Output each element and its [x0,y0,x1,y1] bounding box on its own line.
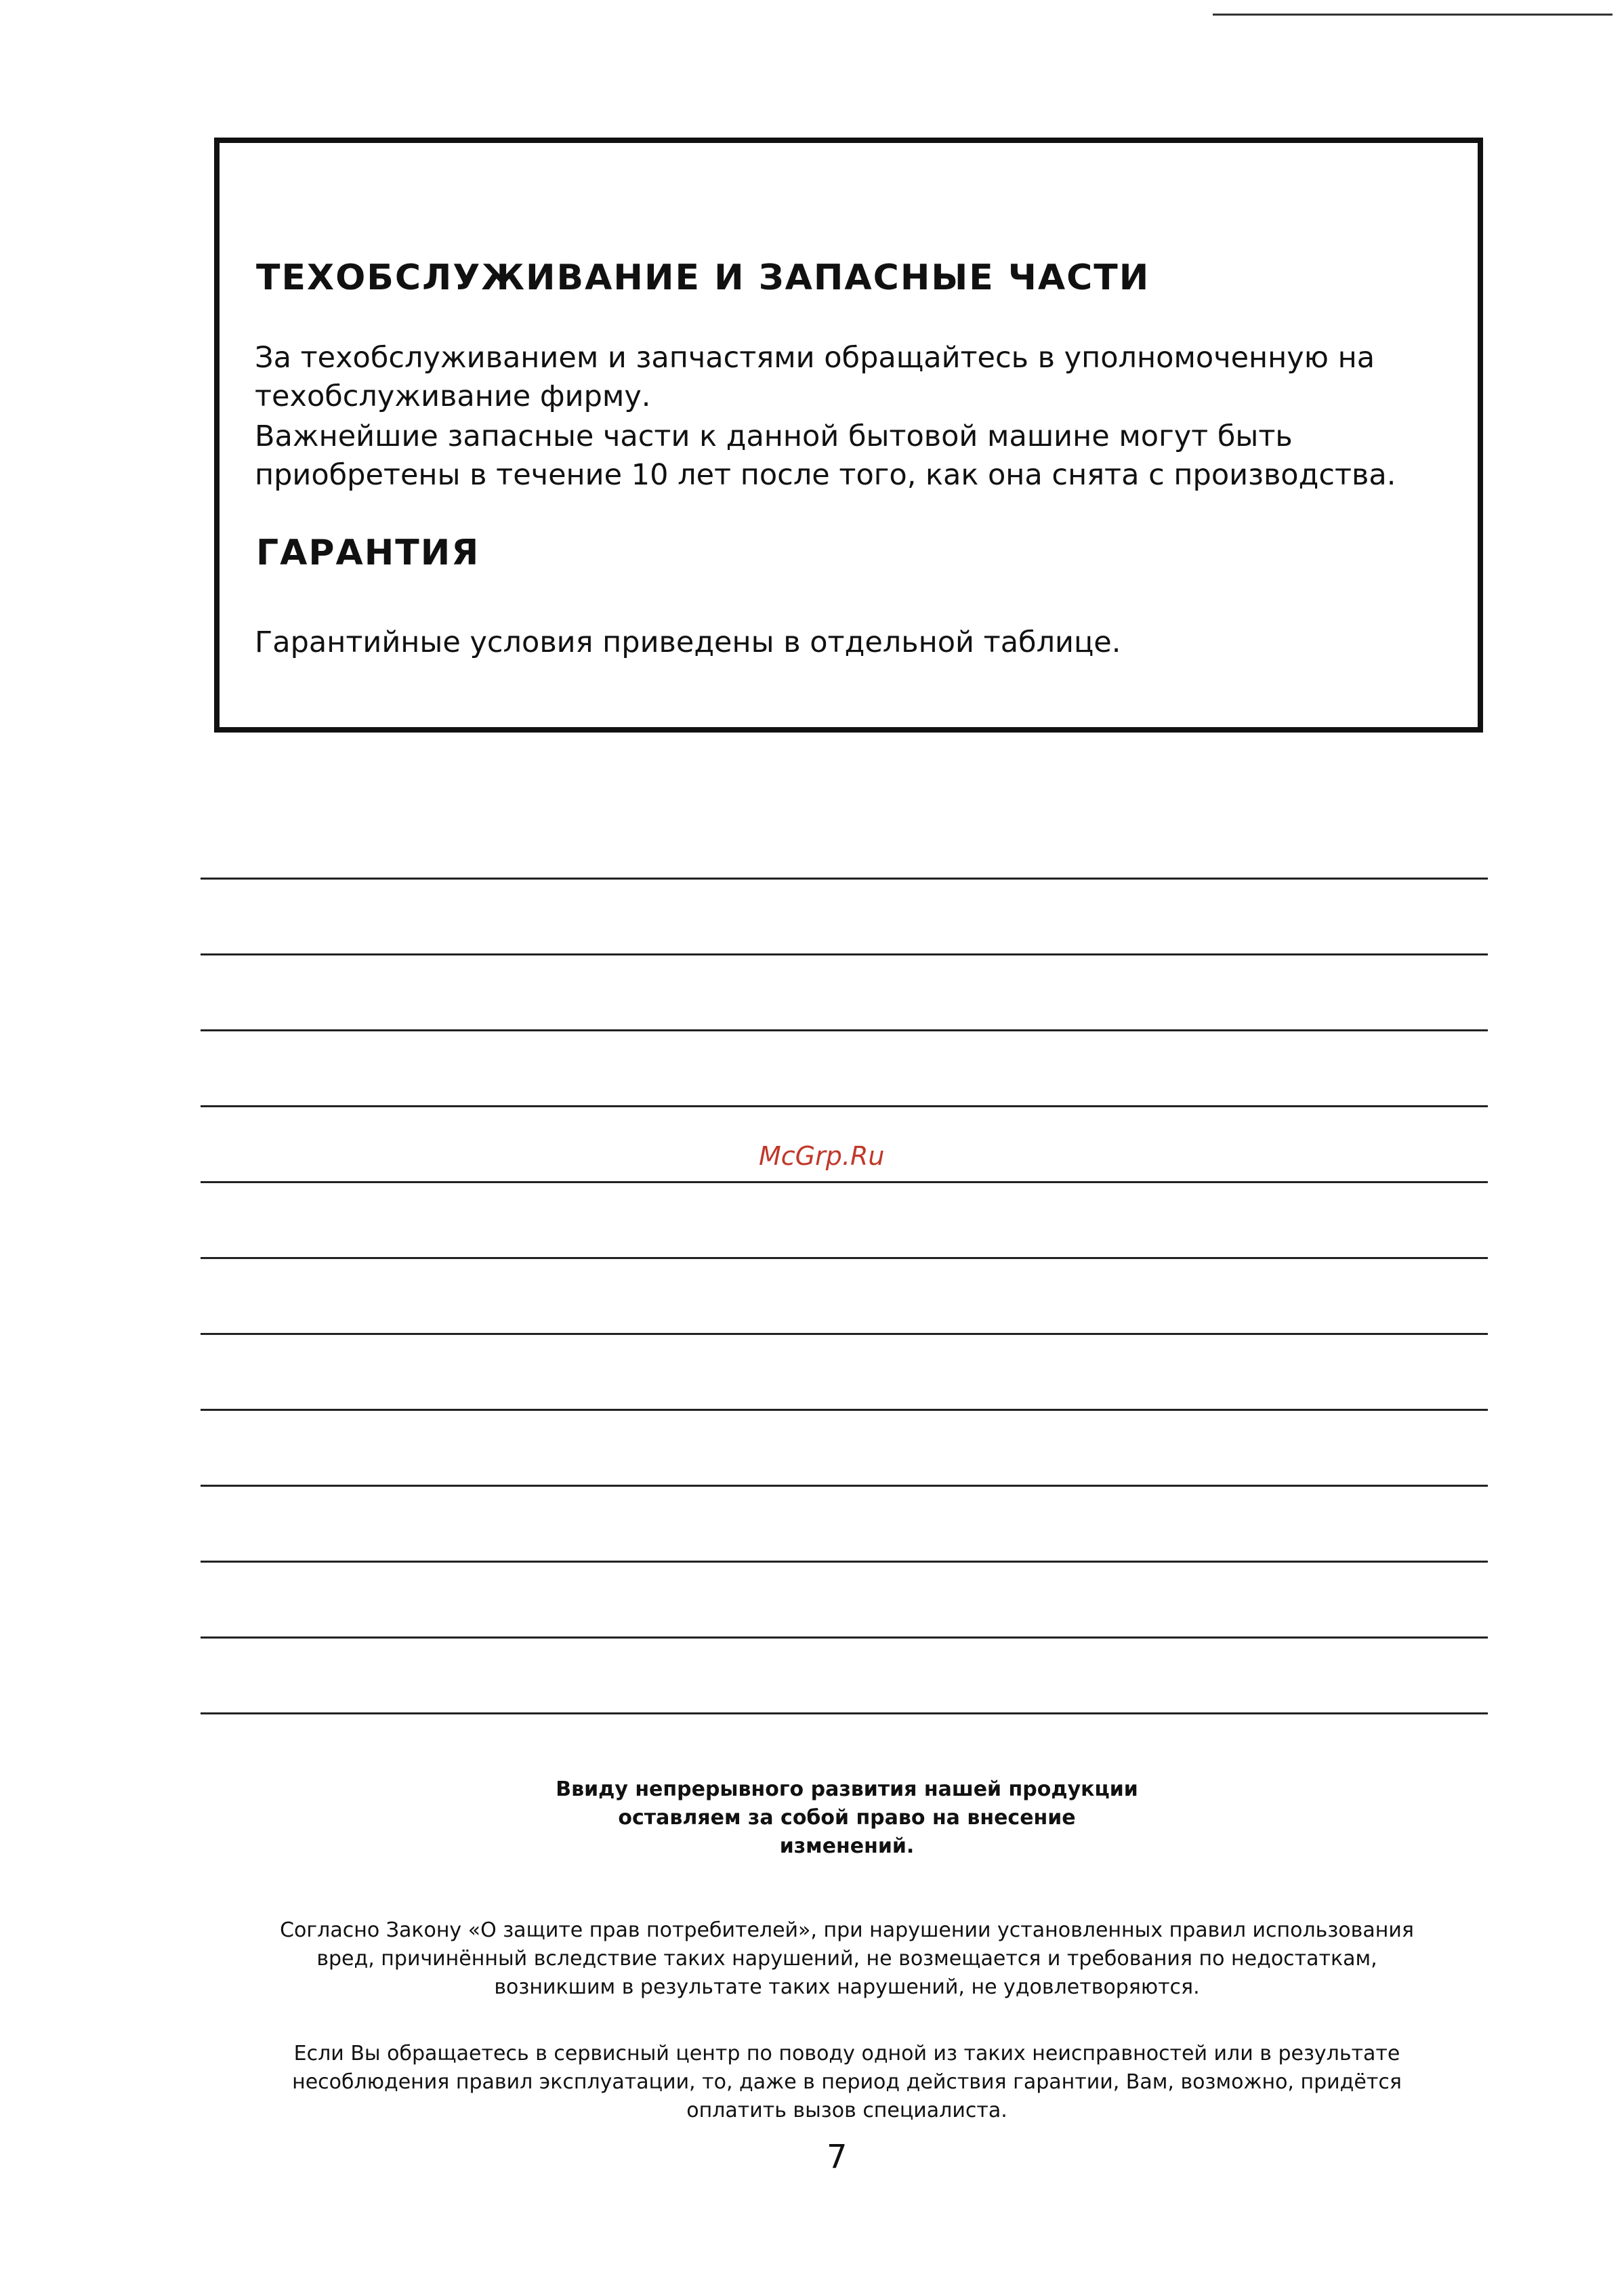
ruled-line [201,1485,1488,1487]
text-line: вред, причинённый вследствие таких нарушений, не возмещается и требования по недостаткам, [316,1947,1377,1971]
text-line: Если Вы обращаетесь в сервисный центр по поводу одной из таких неисправностей или в результате [293,2042,1400,2065]
ruled-line [201,1181,1488,1183]
text-line: За техобслуживанием и запчастями обращайтесь в уполномоченную на [255,341,1375,375]
text-line: изменений. [779,1834,915,1858]
service-call-notice [203,2040,1491,2125]
service-heading: ТЕХОБСЛУЖИВАНИЕ И ЗАПАСНЫЕ ЧАСТИ [256,258,1150,298]
warranty-paragraph: Гарантийные условия приведены в отдельной таблице. [255,625,1121,659]
text-line: оставляем за собой право на внесение [618,1806,1076,1830]
ruled-line [201,1636,1488,1639]
warranty-heading: ГАРАНТИЯ [256,533,480,573]
ruled-line [201,953,1488,955]
top-rule [1213,14,1612,16]
ruled-line [201,1409,1488,1411]
ruled-line [201,878,1488,880]
text-line: Ввиду непрерывного развития нашей продукции [556,1777,1138,1801]
notes-ruled-lines [201,878,1488,1758]
watermark: McGrp.Ru [759,1141,885,1171]
consumer-law-notice [203,1916,1491,2002]
service-paragraph-contact [255,339,1375,416]
text-line: приобретены в течение 10 лет после того, как она снята с производства. [255,458,1396,492]
service-paragraph-parts [255,417,1396,495]
text-line: оплатить вызов специалиста. [686,2099,1007,2122]
text-line: Важнейшие запасные части к данной бытовой машине могут быть [255,419,1293,453]
text-line: возникшим в результате таких нарушений, не удовлетворяются. [494,1975,1200,1999]
text-line: несоблюдения правил эксплуатации, то, даже в период действия гарантии, Вам, возможно, придётся [292,2070,1402,2094]
ruled-line [201,1257,1488,1259]
ruled-line [201,1712,1488,1714]
page-number: 7 [827,2138,848,2176]
changes-notice [203,1775,1491,1861]
text-line: Согласно Закону «О защите прав потребителей», при нарушении установленных правил использования [280,1918,1414,1942]
ruled-line [201,1561,1488,1563]
ruled-line [201,1029,1488,1031]
text-line: техобслуживание фирму. [255,379,651,413]
ruled-line [201,1105,1488,1107]
ruled-line [201,1333,1488,1335]
